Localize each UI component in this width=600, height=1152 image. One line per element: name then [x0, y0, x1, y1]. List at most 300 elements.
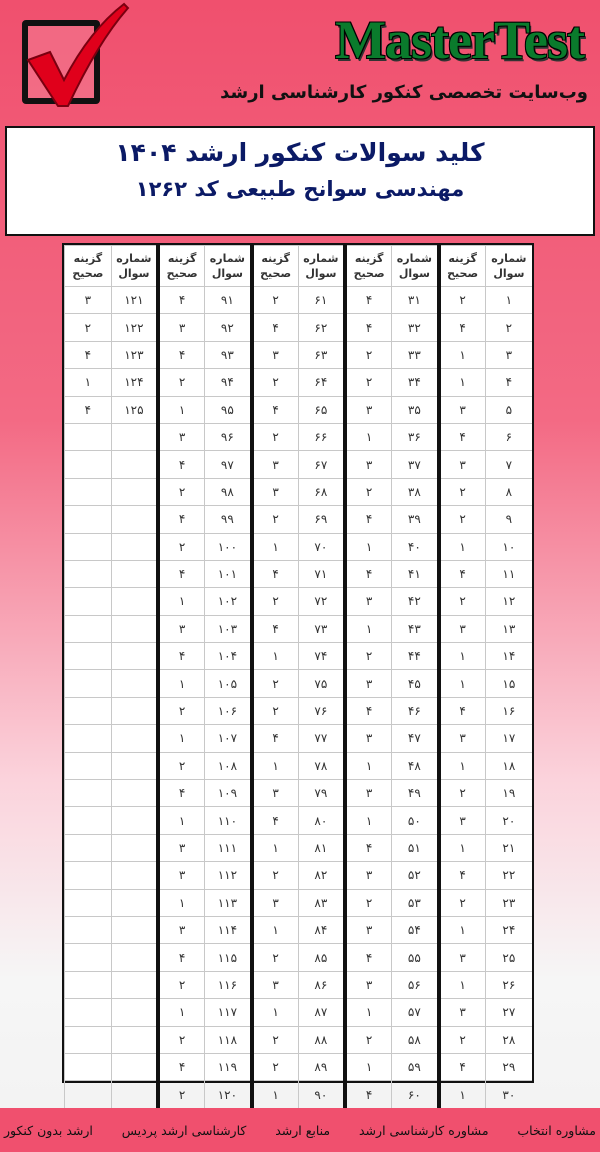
question-number-cell: [111, 944, 158, 971]
question-number-cell: ۱۱۲: [205, 862, 252, 889]
correct-answer-cell: [65, 588, 112, 615]
correct-answer-cell: [65, 423, 112, 450]
title-box: [5, 126, 595, 236]
question-number-cell: [111, 588, 158, 615]
question-number-cell: ۹۷: [205, 451, 252, 478]
correct-answer-cell: ۳: [345, 670, 392, 697]
correct-answer-cell: ۴: [158, 451, 205, 478]
question-number-cell: ۳۴: [392, 369, 439, 396]
question-number-cell: ۸: [485, 478, 532, 505]
question-number-cell: ۱۲۰: [205, 1081, 252, 1108]
question-number-cell: ۲۳: [485, 889, 532, 916]
table-row: [65, 451, 533, 478]
question-number-cell: ۲۹: [485, 1053, 532, 1080]
correct-answer-cell: [65, 752, 112, 779]
correct-answer-cell: ۲: [439, 588, 486, 615]
correct-answer-cell: ۱: [252, 834, 299, 861]
header-correct-answer: گزینه صحیح: [252, 246, 299, 287]
question-number-cell: [111, 999, 158, 1026]
question-number-cell: ۲۴: [485, 916, 532, 943]
question-number-cell: ۹۰: [298, 1081, 345, 1108]
question-number-cell: ۸۹: [298, 1053, 345, 1080]
correct-answer-cell: ۴: [439, 314, 486, 341]
correct-answer-cell: ۳: [439, 615, 486, 642]
question-number-cell: ۶: [485, 423, 532, 450]
table-body: [65, 287, 533, 1109]
correct-answer-cell: ۴: [439, 1053, 486, 1080]
question-number-cell: ۵۳: [392, 889, 439, 916]
correct-answer-cell: ۲: [158, 1026, 205, 1053]
correct-answer-cell: ۲: [158, 752, 205, 779]
table-row: [65, 369, 533, 396]
correct-answer-cell: ۲: [252, 423, 299, 450]
question-number-cell: ۱۱۴: [205, 916, 252, 943]
header-question-number: شماره سوال: [111, 246, 158, 287]
correct-answer-cell: ۲: [439, 889, 486, 916]
correct-answer-cell: ۴: [65, 396, 112, 423]
question-number-cell: [111, 506, 158, 533]
correct-answer-cell: ۲: [439, 506, 486, 533]
question-number-cell: ۱۰۴: [205, 643, 252, 670]
correct-answer-cell: ۳: [439, 451, 486, 478]
question-number-cell: ۲۱: [485, 834, 532, 861]
table-row: [65, 1053, 533, 1080]
question-number-cell: ۶۱: [298, 287, 345, 314]
correct-answer-cell: ۴: [158, 341, 205, 368]
correct-answer-cell: ۲: [252, 944, 299, 971]
table-row: [65, 971, 533, 998]
correct-answer-cell: ۳: [158, 615, 205, 642]
correct-answer-cell: ۴: [252, 396, 299, 423]
correct-answer-cell: ۲: [252, 506, 299, 533]
question-number-cell: ۱۲۲: [111, 314, 158, 341]
correct-answer-cell: [65, 862, 112, 889]
correct-answer-cell: ۲: [345, 643, 392, 670]
question-number-cell: [111, 643, 158, 670]
correct-answer-cell: ۳: [345, 725, 392, 752]
header-question-number: شماره سوال: [485, 246, 532, 287]
question-number-cell: ۵۲: [392, 862, 439, 889]
table-row: [65, 916, 533, 943]
question-number-cell: ۴۷: [392, 725, 439, 752]
question-number-cell: ۱۲۵: [111, 396, 158, 423]
correct-answer-cell: ۱: [439, 834, 486, 861]
table-row: [65, 287, 533, 314]
correct-answer-cell: ۳: [439, 725, 486, 752]
question-number-cell: ۱۰۵: [205, 670, 252, 697]
correct-answer-cell: ۲: [158, 369, 205, 396]
correct-answer-cell: ۱: [439, 533, 486, 560]
question-number-cell: ۱۳: [485, 615, 532, 642]
correct-answer-cell: ۱: [439, 752, 486, 779]
site-tagline: وب‌سایت تخصصی کنکور کارشناسی ارشد: [220, 82, 588, 103]
correct-answer-cell: ۱: [345, 999, 392, 1026]
table-row: [65, 834, 533, 861]
question-number-cell: ۲۸: [485, 1026, 532, 1053]
table-row: [65, 506, 533, 533]
correct-answer-cell: ۲: [158, 478, 205, 505]
question-number-cell: ۷۱: [298, 560, 345, 587]
question-number-cell: [111, 451, 158, 478]
correct-answer-cell: [65, 999, 112, 1026]
question-number-cell: [111, 615, 158, 642]
question-number-cell: ۶۹: [298, 506, 345, 533]
correct-answer-cell: ۳: [345, 396, 392, 423]
correct-answer-cell: [65, 670, 112, 697]
table-row: [65, 999, 533, 1026]
footer-link-moshavere-arshad[interactable]: مشاوره کارشناسی ارشد: [359, 1122, 489, 1138]
table-row: [65, 780, 533, 807]
correct-answer-cell: ۱: [158, 999, 205, 1026]
question-number-cell: ۲۶: [485, 971, 532, 998]
correct-answer-cell: ۳: [345, 971, 392, 998]
correct-answer-cell: [65, 1053, 112, 1080]
question-number-cell: ۱۸: [485, 752, 532, 779]
question-number-cell: ۱۵: [485, 670, 532, 697]
question-number-cell: ۷۶: [298, 697, 345, 724]
correct-answer-cell: ۲: [345, 1026, 392, 1053]
correct-answer-cell: ۲: [158, 1081, 205, 1108]
question-number-cell: ۷۵: [298, 670, 345, 697]
correct-answer-cell: ۴: [345, 944, 392, 971]
question-number-cell: [111, 670, 158, 697]
question-number-cell: ۹۹: [205, 506, 252, 533]
question-number-cell: [111, 862, 158, 889]
correct-answer-cell: ۴: [345, 697, 392, 724]
correct-answer-cell: [65, 560, 112, 587]
correct-answer-cell: ۴: [158, 1053, 205, 1080]
question-number-cell: ۱۲۳: [111, 341, 158, 368]
correct-answer-cell: ۱: [158, 588, 205, 615]
correct-answer-cell: ۱: [158, 396, 205, 423]
footer-link-arshad-bedoon-konkur[interactable]: ارشد بدون کنکور: [4, 1122, 93, 1138]
question-number-cell: ۶۲: [298, 314, 345, 341]
question-number-cell: [111, 423, 158, 450]
question-number-cell: [111, 1026, 158, 1053]
table-row: [65, 615, 533, 642]
correct-answer-cell: ۳: [252, 971, 299, 998]
table-row: [65, 670, 533, 697]
correct-answer-cell: ۱: [158, 889, 205, 916]
correct-answer-cell: ۱: [252, 752, 299, 779]
question-number-cell: ۳۰: [485, 1081, 532, 1108]
correct-answer-cell: ۳: [158, 834, 205, 861]
footer-link-moshavere-entekhab[interactable]: مشاوره انتخاب: [517, 1122, 596, 1138]
question-number-cell: ۳۳: [392, 341, 439, 368]
question-number-cell: ۷۲: [298, 588, 345, 615]
question-number-cell: ۳۶: [392, 423, 439, 450]
question-number-cell: ۴۵: [392, 670, 439, 697]
correct-answer-cell: [65, 697, 112, 724]
question-number-cell: ۳۲: [392, 314, 439, 341]
question-number-cell: ۱۲۱: [111, 287, 158, 314]
table-row: [65, 889, 533, 916]
correct-answer-cell: [65, 1026, 112, 1053]
correct-answer-cell: ۴: [252, 615, 299, 642]
question-number-cell: [111, 780, 158, 807]
question-number-cell: ۸۳: [298, 889, 345, 916]
correct-answer-cell: ۴: [345, 1081, 392, 1108]
question-number-cell: ۵۷: [392, 999, 439, 1026]
correct-answer-cell: ۱: [439, 341, 486, 368]
question-number-cell: ۵۹: [392, 1053, 439, 1080]
correct-answer-cell: ۴: [439, 862, 486, 889]
table-row: [65, 478, 533, 505]
question-number-cell: ۴۱: [392, 560, 439, 587]
question-number-cell: ۸۰: [298, 807, 345, 834]
question-number-cell: ۱۰۹: [205, 780, 252, 807]
correct-answer-cell: [65, 1081, 112, 1108]
correct-answer-cell: ۳: [439, 807, 486, 834]
header-question-number: شماره سوال: [298, 246, 345, 287]
table-row: [65, 807, 533, 834]
question-number-cell: [111, 478, 158, 505]
question-number-cell: [111, 834, 158, 861]
correct-answer-cell: ۲: [345, 369, 392, 396]
question-number-cell: ۱۰۱: [205, 560, 252, 587]
correct-answer-cell: ۴: [158, 287, 205, 314]
question-number-cell: ۲۵: [485, 944, 532, 971]
table-header-row: [65, 246, 533, 287]
correct-answer-cell: ۱: [158, 725, 205, 752]
question-number-cell: ۱۱۹: [205, 1053, 252, 1080]
question-number-cell: ۵۸: [392, 1026, 439, 1053]
question-number-cell: [111, 752, 158, 779]
question-number-cell: ۴۶: [392, 697, 439, 724]
table-row: [65, 560, 533, 587]
table-row: [65, 396, 533, 423]
question-number-cell: ۱۱۳: [205, 889, 252, 916]
question-number-cell: ۳: [485, 341, 532, 368]
question-number-cell: ۱۹: [485, 780, 532, 807]
correct-answer-cell: ۱: [252, 999, 299, 1026]
correct-answer-cell: ۴: [158, 643, 205, 670]
question-number-cell: ۶۳: [298, 341, 345, 368]
correct-answer-cell: [65, 807, 112, 834]
correct-answer-cell: ۱: [439, 916, 486, 943]
correct-answer-cell: ۲: [158, 533, 205, 560]
question-number-cell: ۸۷: [298, 999, 345, 1026]
correct-answer-cell: [65, 971, 112, 998]
correct-answer-cell: [65, 834, 112, 861]
question-number-cell: ۹۳: [205, 341, 252, 368]
header-correct-answer: گزینه صحیح: [158, 246, 205, 287]
correct-answer-cell: ۴: [158, 780, 205, 807]
question-number-cell: ۱۱۵: [205, 944, 252, 971]
question-number-cell: ۶۶: [298, 423, 345, 450]
question-number-cell: ۷۴: [298, 643, 345, 670]
correct-answer-cell: [65, 451, 112, 478]
correct-answer-cell: ۴: [158, 944, 205, 971]
question-number-cell: ۳۸: [392, 478, 439, 505]
correct-answer-cell: ۲: [252, 588, 299, 615]
correct-answer-cell: [65, 643, 112, 670]
correct-answer-cell: ۲: [252, 1053, 299, 1080]
question-number-cell: [111, 533, 158, 560]
question-number-cell: ۱۰۷: [205, 725, 252, 752]
correct-answer-cell: ۲: [252, 1026, 299, 1053]
correct-answer-cell: ۱: [439, 1081, 486, 1108]
correct-answer-cell: ۱: [439, 369, 486, 396]
question-number-cell: ۱۲: [485, 588, 532, 615]
question-number-cell: ۴۲: [392, 588, 439, 615]
correct-answer-cell: [65, 533, 112, 560]
question-number-cell: ۳۱: [392, 287, 439, 314]
correct-answer-cell: ۱: [252, 533, 299, 560]
correct-answer-cell: ۴: [252, 560, 299, 587]
table-row: [65, 533, 533, 560]
question-number-cell: ۷۸: [298, 752, 345, 779]
question-number-cell: ۲۲: [485, 862, 532, 889]
question-number-cell: ۶۵: [298, 396, 345, 423]
question-number-cell: ۵: [485, 396, 532, 423]
correct-answer-cell: ۳: [65, 287, 112, 314]
correct-answer-cell: ۴: [345, 506, 392, 533]
question-number-cell: ۷۳: [298, 615, 345, 642]
question-number-cell: [111, 1081, 158, 1108]
question-number-cell: ۸۴: [298, 916, 345, 943]
correct-answer-cell: ۳: [439, 396, 486, 423]
correct-answer-cell: ۱: [345, 615, 392, 642]
question-number-cell: ۱۲۴: [111, 369, 158, 396]
question-number-cell: ۱۱۱: [205, 834, 252, 861]
correct-answer-cell: ۳: [252, 780, 299, 807]
correct-answer-cell: ۳: [345, 780, 392, 807]
question-number-cell: ۶۴: [298, 369, 345, 396]
question-number-cell: ۹۶: [205, 423, 252, 450]
question-number-cell: ۱۱۰: [205, 807, 252, 834]
question-number-cell: [111, 560, 158, 587]
table-row: [65, 1081, 533, 1108]
question-number-cell: ۳۹: [392, 506, 439, 533]
question-number-cell: ۸۶: [298, 971, 345, 998]
correct-answer-cell: ۴: [345, 287, 392, 314]
table-row: [65, 752, 533, 779]
correct-answer-cell: ۱: [345, 752, 392, 779]
footer-link-arshad-pardis[interactable]: کارشناسی ارشد پردیس: [121, 1122, 247, 1138]
question-number-cell: ۹: [485, 506, 532, 533]
correct-answer-cell: ۳: [439, 999, 486, 1026]
correct-answer-cell: ۱: [65, 369, 112, 396]
checkmark-logo-icon: [20, 2, 132, 112]
correct-answer-cell: ۲: [439, 780, 486, 807]
question-number-cell: ۵۰: [392, 807, 439, 834]
correct-answer-cell: ۳: [252, 341, 299, 368]
correct-answer-cell: ۳: [158, 916, 205, 943]
correct-answer-cell: ۲: [439, 1026, 486, 1053]
correct-answer-cell: ۱: [439, 971, 486, 998]
question-number-cell: ۱۴: [485, 643, 532, 670]
header-correct-answer: گزینه صحیح: [65, 246, 112, 287]
correct-answer-cell: ۳: [158, 423, 205, 450]
correct-answer-cell: ۴: [439, 423, 486, 450]
correct-answer-cell: ۴: [345, 314, 392, 341]
table-row: [65, 944, 533, 971]
question-number-cell: ۱۰۶: [205, 697, 252, 724]
question-number-cell: [111, 971, 158, 998]
table-row: [65, 697, 533, 724]
question-number-cell: ۶۷: [298, 451, 345, 478]
correct-answer-cell: ۴: [439, 697, 486, 724]
question-number-cell: ۱۰۲: [205, 588, 252, 615]
correct-answer-cell: ۲: [252, 670, 299, 697]
correct-answer-cell: ۲: [345, 341, 392, 368]
question-number-cell: ۲: [485, 314, 532, 341]
answer-key-table-container: [62, 243, 534, 1102]
correct-answer-cell: ۳: [252, 451, 299, 478]
table-row: [65, 423, 533, 450]
question-number-cell: ۷۰: [298, 533, 345, 560]
correct-answer-cell: ۱: [158, 670, 205, 697]
footer-link-manabe-arshad[interactable]: منابع ارشد: [275, 1122, 331, 1138]
correct-answer-cell: ۱: [252, 643, 299, 670]
question-number-cell: ۱: [485, 287, 532, 314]
question-number-cell: ۴۴: [392, 643, 439, 670]
question-number-cell: [111, 1053, 158, 1080]
question-number-cell: ۱۷: [485, 725, 532, 752]
correct-answer-cell: ۳: [252, 478, 299, 505]
question-number-cell: ۸۵: [298, 944, 345, 971]
question-number-cell: ۹۱: [205, 287, 252, 314]
question-number-cell: ۱۱۸: [205, 1026, 252, 1053]
correct-answer-cell: ۳: [252, 889, 299, 916]
correct-answer-cell: [65, 506, 112, 533]
correct-answer-cell: ۴: [158, 506, 205, 533]
correct-answer-cell: ۲: [252, 862, 299, 889]
footer-nav: [0, 1108, 600, 1152]
table-row: [65, 725, 533, 752]
correct-answer-cell: ۲: [252, 287, 299, 314]
question-number-cell: ۹۸: [205, 478, 252, 505]
question-number-cell: ۲۷: [485, 999, 532, 1026]
correct-answer-cell: ۱: [345, 423, 392, 450]
brand-logo-text[interactable]: MasterTest: [335, 10, 584, 70]
question-number-cell: ۱۰۸: [205, 752, 252, 779]
question-number-cell: ۱۱۷: [205, 999, 252, 1026]
correct-answer-cell: ۲: [158, 697, 205, 724]
correct-answer-cell: ۲: [345, 889, 392, 916]
page-subtitle: مهندسی سوانح طبیعی کد ۱۲۶۲: [135, 177, 465, 201]
correct-answer-cell: ۱: [252, 916, 299, 943]
correct-answer-cell: [65, 478, 112, 505]
correct-answer-cell: ۳: [439, 944, 486, 971]
question-number-cell: ۴۹: [392, 780, 439, 807]
correct-answer-cell: ۲: [252, 697, 299, 724]
correct-answer-cell: ۳: [345, 588, 392, 615]
correct-answer-cell: ۴: [345, 560, 392, 587]
correct-answer-cell: ۳: [345, 862, 392, 889]
question-number-cell: [111, 889, 158, 916]
correct-answer-cell: ۲: [439, 287, 486, 314]
correct-answer-cell: ۱: [345, 1053, 392, 1080]
question-number-cell: ۸۸: [298, 1026, 345, 1053]
question-number-cell: ۷۷: [298, 725, 345, 752]
question-number-cell: ۴۸: [392, 752, 439, 779]
question-number-cell: ۱۱: [485, 560, 532, 587]
question-number-cell: ۷۹: [298, 780, 345, 807]
correct-answer-cell: ۱: [439, 643, 486, 670]
correct-answer-cell: ۱: [345, 807, 392, 834]
correct-answer-cell: ۴: [158, 560, 205, 587]
table-row: [65, 588, 533, 615]
question-number-cell: [111, 697, 158, 724]
correct-answer-cell: ۱: [158, 807, 205, 834]
question-number-cell: ۵۶: [392, 971, 439, 998]
page-title: کلید سوالات کنکور ارشد ۱۴۰۴: [115, 138, 485, 167]
correct-answer-cell: ۱: [252, 1081, 299, 1108]
question-number-cell: [111, 916, 158, 943]
correct-answer-cell: ۳: [158, 314, 205, 341]
